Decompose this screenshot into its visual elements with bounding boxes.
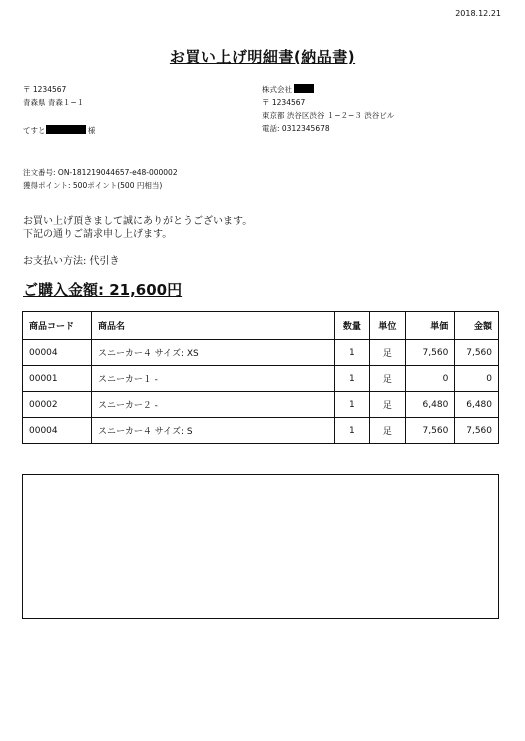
items-table	[22, 311, 499, 444]
total-amount: ご購入金額: 21,600円	[23, 281, 183, 299]
cell-code: 00002	[23, 392, 92, 418]
cell-amount: 7,560	[455, 340, 499, 366]
cell-amount: 6,480	[455, 392, 499, 418]
payment-method: お支払い方法: 代引き	[23, 256, 120, 267]
cell-name: スニーカー４ サイズ: XS	[92, 340, 335, 366]
table-header-row	[23, 312, 499, 340]
message-line-1: お買い上げ頂きまして誠にありがとうございます。	[23, 216, 253, 227]
order-info	[23, 166, 178, 192]
cell-name: スニーカー４ サイズ: S	[92, 418, 335, 444]
cell-qty: 1	[334, 392, 370, 418]
cell-unit: 足	[370, 340, 406, 366]
document-date: 2018.12.21	[455, 9, 501, 18]
message-line-2: 下記の通りご請求申し上げます。	[23, 229, 173, 240]
table-row	[23, 418, 499, 444]
cell-amount: 7,560	[455, 418, 499, 444]
cell-unit: 足	[370, 392, 406, 418]
customer-address: 青森県 青森１−１	[23, 98, 85, 107]
company-address: 東京都 渋谷区渋谷 １−２−３ 渋谷ビル	[262, 111, 395, 120]
company-address-block	[262, 83, 394, 135]
cell-price: 0	[405, 366, 455, 392]
notes-box	[22, 474, 499, 619]
cell-code: 00004	[23, 340, 92, 366]
thank-you-message	[23, 215, 252, 241]
header-price: 単価	[405, 312, 455, 340]
customer-postal-code: 〒 1234567	[23, 85, 67, 94]
cell-qty: 1	[334, 366, 370, 392]
table-row	[23, 340, 499, 366]
cell-code: 00001	[23, 366, 92, 392]
header-name: 商品名	[92, 312, 335, 340]
order-number: 注文番号: ON-181219044657-e48-000002	[23, 168, 178, 177]
customer-name	[23, 124, 95, 137]
cell-name: スニーカー２ -	[92, 392, 335, 418]
cell-price: 7,560	[405, 418, 455, 444]
header-amount: 金額	[455, 312, 499, 340]
company-name: 株式会社	[262, 83, 394, 96]
cell-code: 00004	[23, 418, 92, 444]
customer-address-block	[23, 83, 84, 109]
company-postal-code: 〒 1234567	[262, 98, 306, 107]
cell-name: スニーカー１ -	[92, 366, 335, 392]
table-row	[23, 392, 499, 418]
company-phone: 電話: 0312345678	[262, 124, 330, 133]
customer-name-prefix: てすと	[23, 126, 46, 135]
cell-price: 6,480	[405, 392, 455, 418]
redacted-name-block	[46, 125, 86, 134]
redacted-company-block	[294, 84, 314, 93]
cell-amount: 0	[455, 366, 499, 392]
header-unit: 単位	[370, 312, 406, 340]
header-code: 商品コード	[23, 312, 92, 340]
header-qty: 数量	[334, 312, 370, 340]
cell-qty: 1	[334, 418, 370, 444]
cell-price: 7,560	[405, 340, 455, 366]
cell-unit: 足	[370, 366, 406, 392]
customer-honorific: 様	[85, 126, 96, 135]
document-title: お買い上げ明細書(納品書)	[169, 48, 356, 66]
table-row	[23, 366, 499, 392]
cell-unit: 足	[370, 418, 406, 444]
cell-qty: 1	[334, 340, 370, 366]
order-points: 獲得ポイント: 500ポイント(500 円相当)	[23, 181, 163, 190]
